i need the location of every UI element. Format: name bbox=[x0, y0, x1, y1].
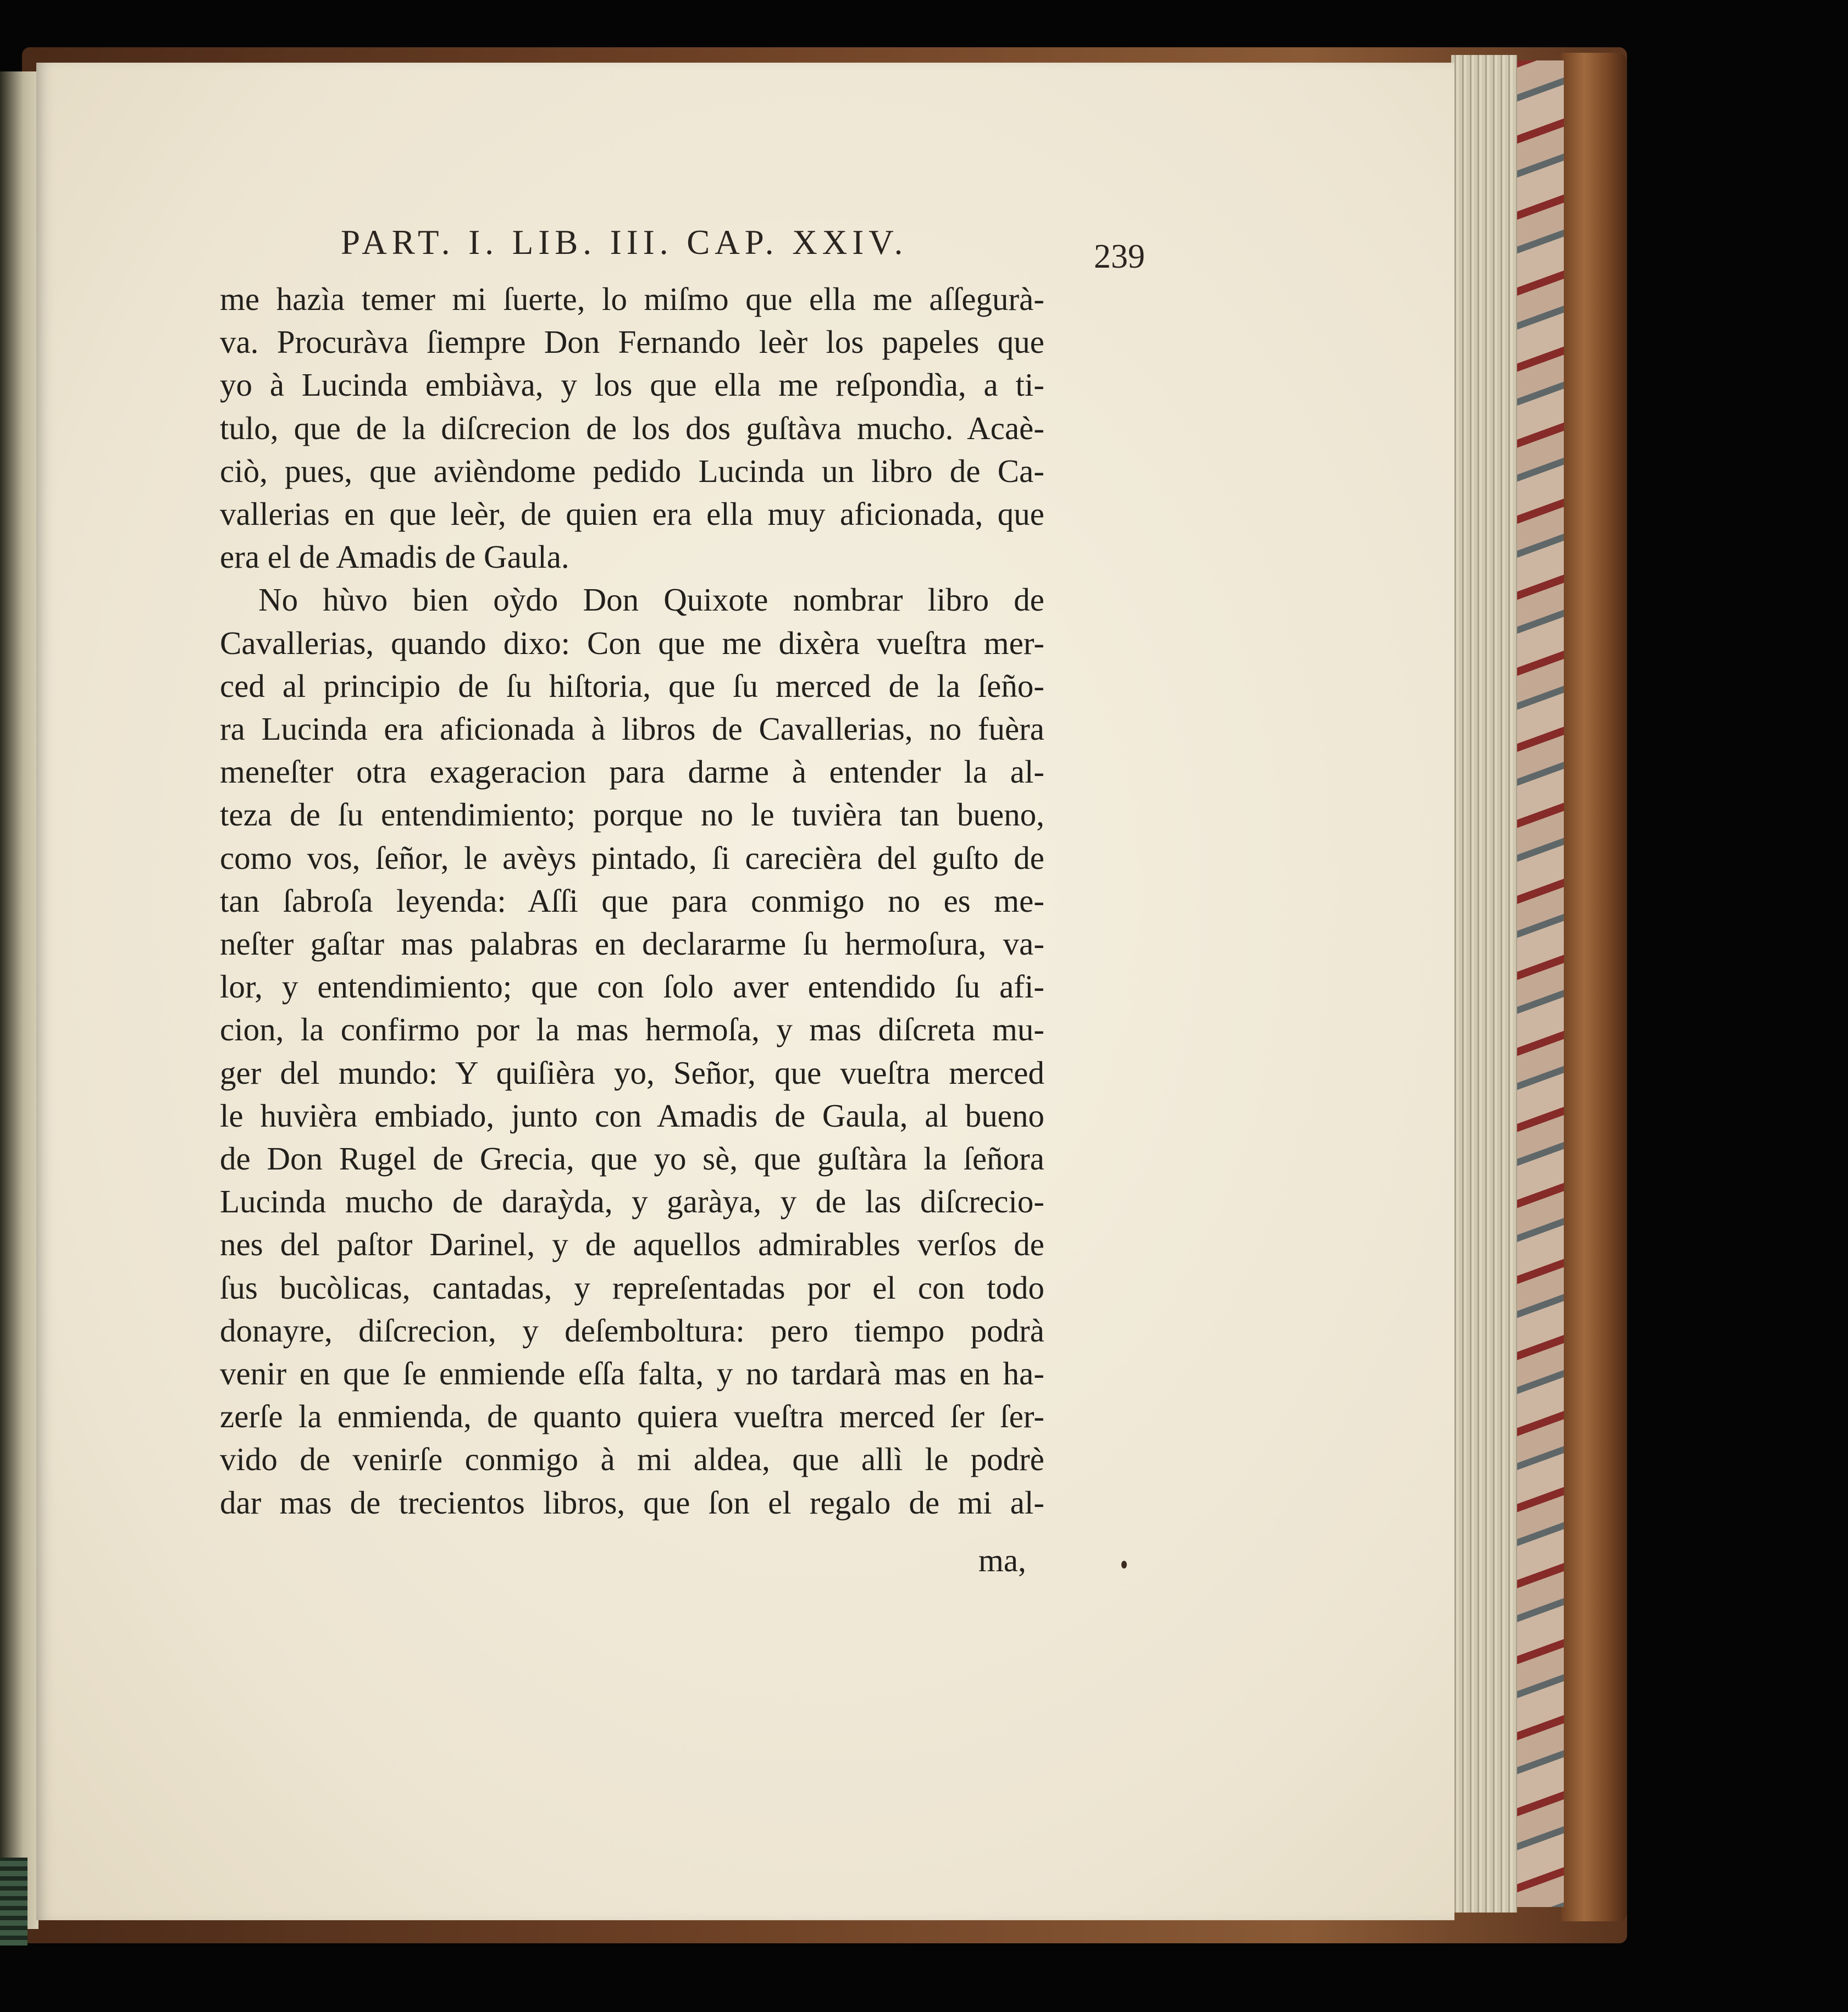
text-line: ra Lucinda era aficionada à libros de Cavallerias, no fuèra bbox=[220, 711, 1044, 747]
text-line: nes del paſtor Darinel, y de aquellos admirables verſos de bbox=[220, 1226, 1044, 1263]
text-line: Cavallerias, quando dixo: Con que me dixèra vueſtra mer- bbox=[220, 624, 1044, 661]
text-line: lor, y entendimiento; que con ſolo aver entendido ſu afi- bbox=[220, 968, 1044, 1005]
text-line: donayre, diſcrecion, y deſemboltura: pero tiempo podrà bbox=[220, 1312, 1044, 1349]
body-text bbox=[220, 278, 1044, 1524]
text-line: de Don Rugel de Grecia, que yo sè, que guſtàra la ſeñora bbox=[220, 1140, 1044, 1177]
text-line: venir en que ſe enmiende eſſa falta, y no tardarà mas en ha- bbox=[220, 1355, 1044, 1392]
text-line: meneſter otra exageracion para darme à entender la al- bbox=[220, 753, 1044, 790]
text-line: tulo, que de la diſcrecion de los dos guſtàva mucho. Acaè- bbox=[220, 409, 1044, 446]
text-line: cion, la confirmo por la mas hermoſa, y mas diſcreta mu- bbox=[220, 1011, 1044, 1048]
marbled-endpaper bbox=[1514, 60, 1564, 1907]
text-line: va. Procuràva ſiempre Don Fernando leèr los papeles que bbox=[220, 324, 1044, 361]
text-line: Lucinda mucho de daraỳda, y garàya, y de las diſcrecio- bbox=[220, 1183, 1044, 1220]
catchword: ma, bbox=[978, 1542, 1026, 1578]
text-line: era el de Amadis de Gaula. bbox=[220, 539, 569, 575]
text-line: zerſe la enmienda, de quanto quiera vueſtra merced ſer ſer- bbox=[220, 1398, 1044, 1435]
text-line: dar mas de trecientos libros, que ſon el regalo de mi al- bbox=[220, 1484, 1044, 1521]
text-line: como vos, ſeñor, le avèys pintado, ſi carecièra del guſto de bbox=[220, 839, 1044, 876]
text-line: vallerias en que leèr, de quien era ella muy aficionada, que bbox=[220, 496, 1044, 533]
page-number: 239 bbox=[1094, 238, 1145, 275]
text-line: le huvièra embiado, junto con Amadis de Gaula, al bueno bbox=[220, 1097, 1044, 1134]
text-line: ger del mundo: Y quiſièra yo, Señor, que vueſtra merced bbox=[220, 1054, 1044, 1091]
page-stack-edges bbox=[1451, 55, 1517, 1913]
text-line: tan ſabroſa leyenda: Aſſi que para conmigo no es me- bbox=[220, 882, 1044, 919]
book-spine bbox=[1561, 53, 1627, 1921]
text-line: neſter gaſtar mas palabras en declararme ſu hermoſura, va- bbox=[220, 925, 1044, 962]
running-head: PART. I. LIB. III. CAP. XXIV. bbox=[341, 223, 908, 262]
text-line: vido de venirſe conmigo à mi aldea, que allì le podrè bbox=[220, 1441, 1044, 1478]
text-line: ciò, pues, que avièndome pedido Lucinda un libro de Ca- bbox=[220, 452, 1044, 489]
text-line: ſus bucòlicas, cantadas, y repreſentadas por el con todo bbox=[220, 1269, 1044, 1306]
ink-spot bbox=[1121, 1561, 1127, 1568]
paragraph-start-line: No hùvo bien oỳdo Don Quixote nombrar libro de bbox=[258, 581, 1044, 618]
left-page-edge bbox=[0, 71, 38, 1929]
ribbon-marker bbox=[0, 1858, 27, 1946]
text-line: teza de ſu entendimiento; porque no le tuvièra tan bueno, bbox=[220, 796, 1044, 833]
text-line: me hazìa temer mi ſuerte, lo miſmo que ella me aſſegurà- bbox=[220, 281, 1044, 317]
text-line: yo à Lucinda embiàva, y los que ella me reſpondìa, a ti- bbox=[220, 367, 1044, 403]
text-line: ced al principio de ſu hiſtoria, que ſu merced de la ſeño- bbox=[220, 667, 1044, 704]
